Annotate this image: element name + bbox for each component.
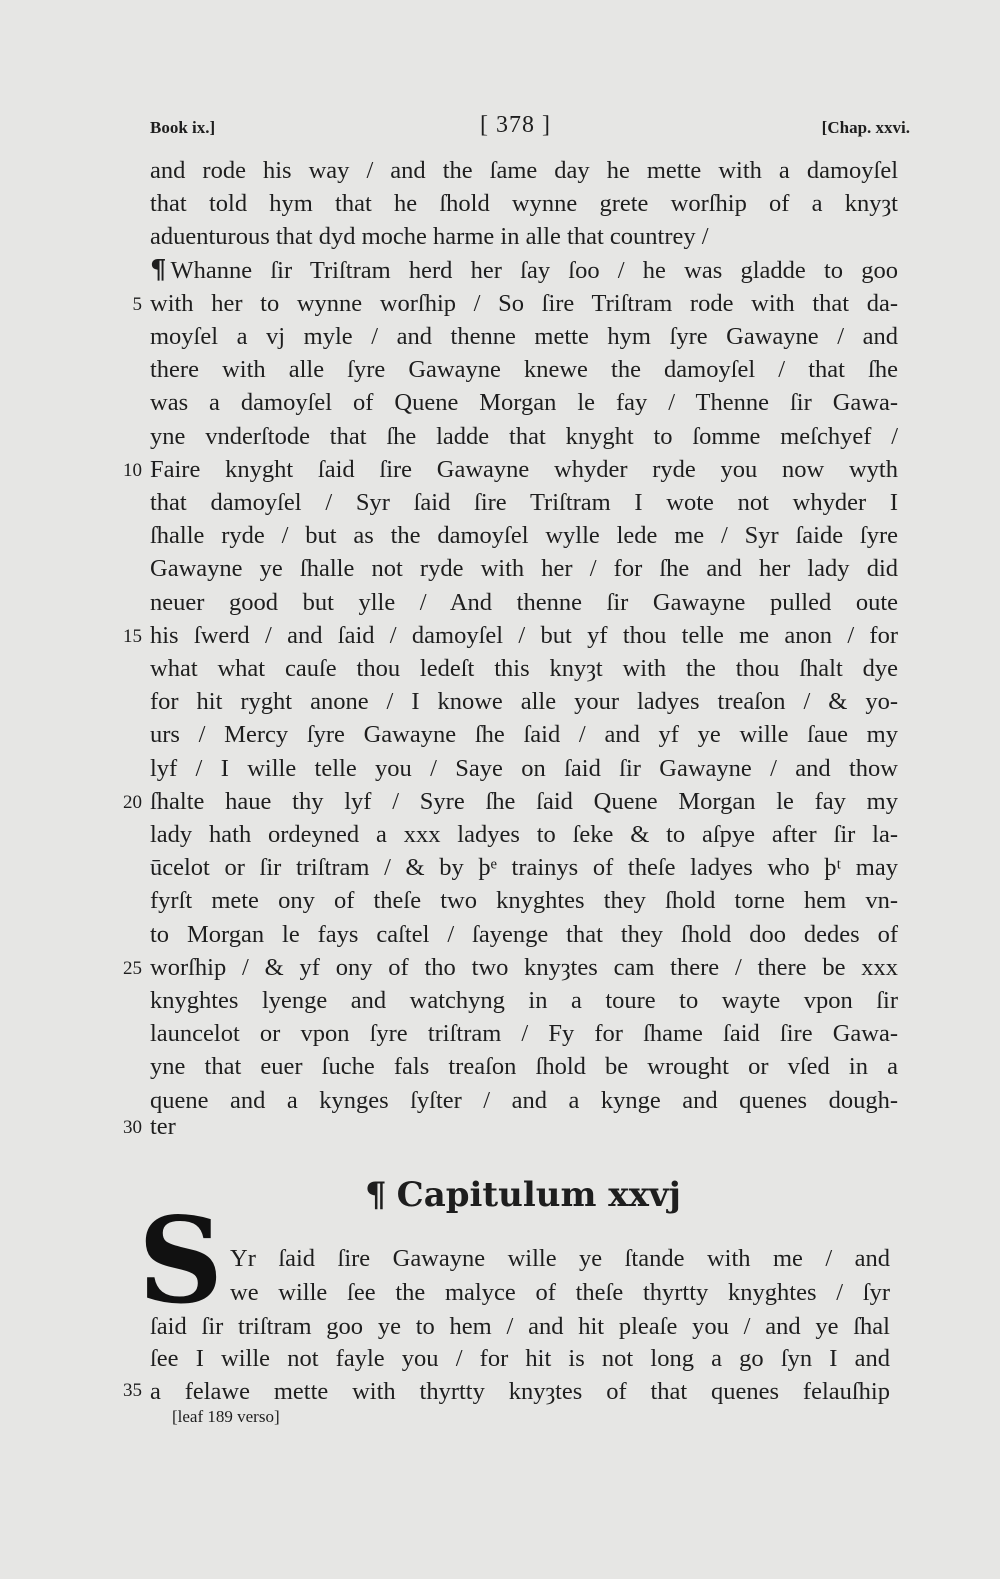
text-line: knyghtes lyenge and watchyng in a toure to wayte vpon ſir [150,987,898,1014]
text-line: was a damoyſel of Quene Morgan le fay / Thenne ſir Gawa- [150,389,898,416]
text-line: launcelot or vpon ſyre triſtram / Fy for ſhame ſaid ſire Gawa- [150,1020,898,1047]
chapter-heading: ¶ Capitulum xxvj [365,1175,681,1215]
chapter-label: [Chap. xxvi. [821,118,910,137]
line-number: 35 [123,1380,142,1401]
text-line: that told hym that he ſhold wynne grete worſhip of a knyȝt [150,190,898,217]
text-line: there with alle ſyre Gawayne knewe the damoyſel / that ſhe [150,356,898,383]
pilcrow-icon: ¶ [365,1175,387,1215]
text-line: moyſel a vj myle / and thenne mette hym ſyre Gawayne / and [150,323,898,350]
line-number: 15 [123,626,142,647]
line-number: 25 [123,958,142,979]
text-line: ſhalle ryde / but as the damoyſel wylle lede me / Syr ſaide ſyre [150,522,898,549]
leaf-note: [leaf 189 verso] [172,1407,280,1426]
pilcrow-icon: ¶ [150,255,167,285]
book-label: Book ix.] [150,118,216,137]
text-line: and rode his way / and the ſame day he mette with a damoyſel [150,157,898,184]
text-line: fyrſt mete ony of theſe two knyghtes they ſhold torne hem vn- [150,887,898,914]
text-line: Faire knyght ſaid ſire Gawayne whyder ryde you now wyth [150,456,898,483]
text-line: ¶ Whanne ſir Triſtram herd her ſay ſoo / he was gladde to goo [150,255,898,285]
text-line: that damoyſel / Syr ſaid ſire Triſtram I wote not whyder I [150,489,898,516]
text-line: aduenturous that dyd moche harme in alle that countrey / [150,223,709,250]
text-line: lady hath ordeyned a xxx ladyes to ſeke & to aſpye after ſir la- [150,821,898,848]
text-line: ſaid ſir triſtram goo ye to hem / and hit pleaſe you / and ye ſhal [150,1313,890,1340]
text-line: ter [150,1113,176,1140]
text-line: to Morgan le fays caſtel / ſayenge that they ſhold doo dedes of [150,921,898,948]
text-line: Yr ſaid ſire Gawayne wille ye ſtande with me / and [230,1245,890,1272]
page-number: [ 378 ] [480,112,551,138]
text-line: his ſwerd / and ſaid / damoyſel / but yf thou telle me anon / for [150,622,898,649]
text-line: urs / Mercy ſyre Gawayne ſhe ſaid / and yf ye wille ſaue my [150,721,898,748]
text-line: a felawe mette with thyrtty knyȝtes of that quenes felauſhip [150,1378,890,1405]
drop-cap: S [138,1191,224,1330]
text-line: quene and a kynges ſyſter / and a kynge and quenes dough- [150,1087,898,1114]
text-line: yne that euer ſuche fals treaſon ſhold be wrought or vſed in a [150,1053,898,1080]
text-line: worſhip / & yf ony of tho two knyȝtes cam there / there be xxx [150,954,898,981]
running-head [150,112,910,142]
text-line: for hit ryght anone / I knowe alle your ladyes treaſon / & yo- [150,688,898,715]
text-line: we wille ſee the malyce of theſe thyrtty knyghtes / ſyr [230,1279,890,1306]
text-line: yne vnderſtode that ſhe ladde that knyght to ſomme meſchyef / [150,423,898,450]
line-number: 20 [123,792,142,813]
text-line: ūcelot or ſir triſtram / & by þᵉ trainys of theſe ladyes who þᵗ may [150,854,898,881]
line-number: 30 [123,1117,142,1138]
text-line: ſee I wille not fayle you / for hit is not long a go ſyn I and [150,1345,890,1372]
text-line: what what cauſe thou ledeſt this knyȝt with the thou ſhalt dye [150,655,898,682]
text-line: with her to wynne worſhip / So ſire Triſtram rode with that da- [150,290,898,317]
line-number: 10 [123,460,142,481]
text-line: ſhalte haue thy lyf / Syre ſhe ſaid Quene Morgan le fay my [150,788,898,815]
text-line: neuer good but ylle / And thenne ſir Gawayne pulled oute [150,589,898,616]
text-line: lyf / I wille telle you / Saye on ſaid ſir Gawayne / and thow [150,755,898,782]
line-number: 5 [132,294,142,315]
text-line: Gawayne ye ſhalle not ryde with her / for ſhe and her lady did [150,555,898,582]
